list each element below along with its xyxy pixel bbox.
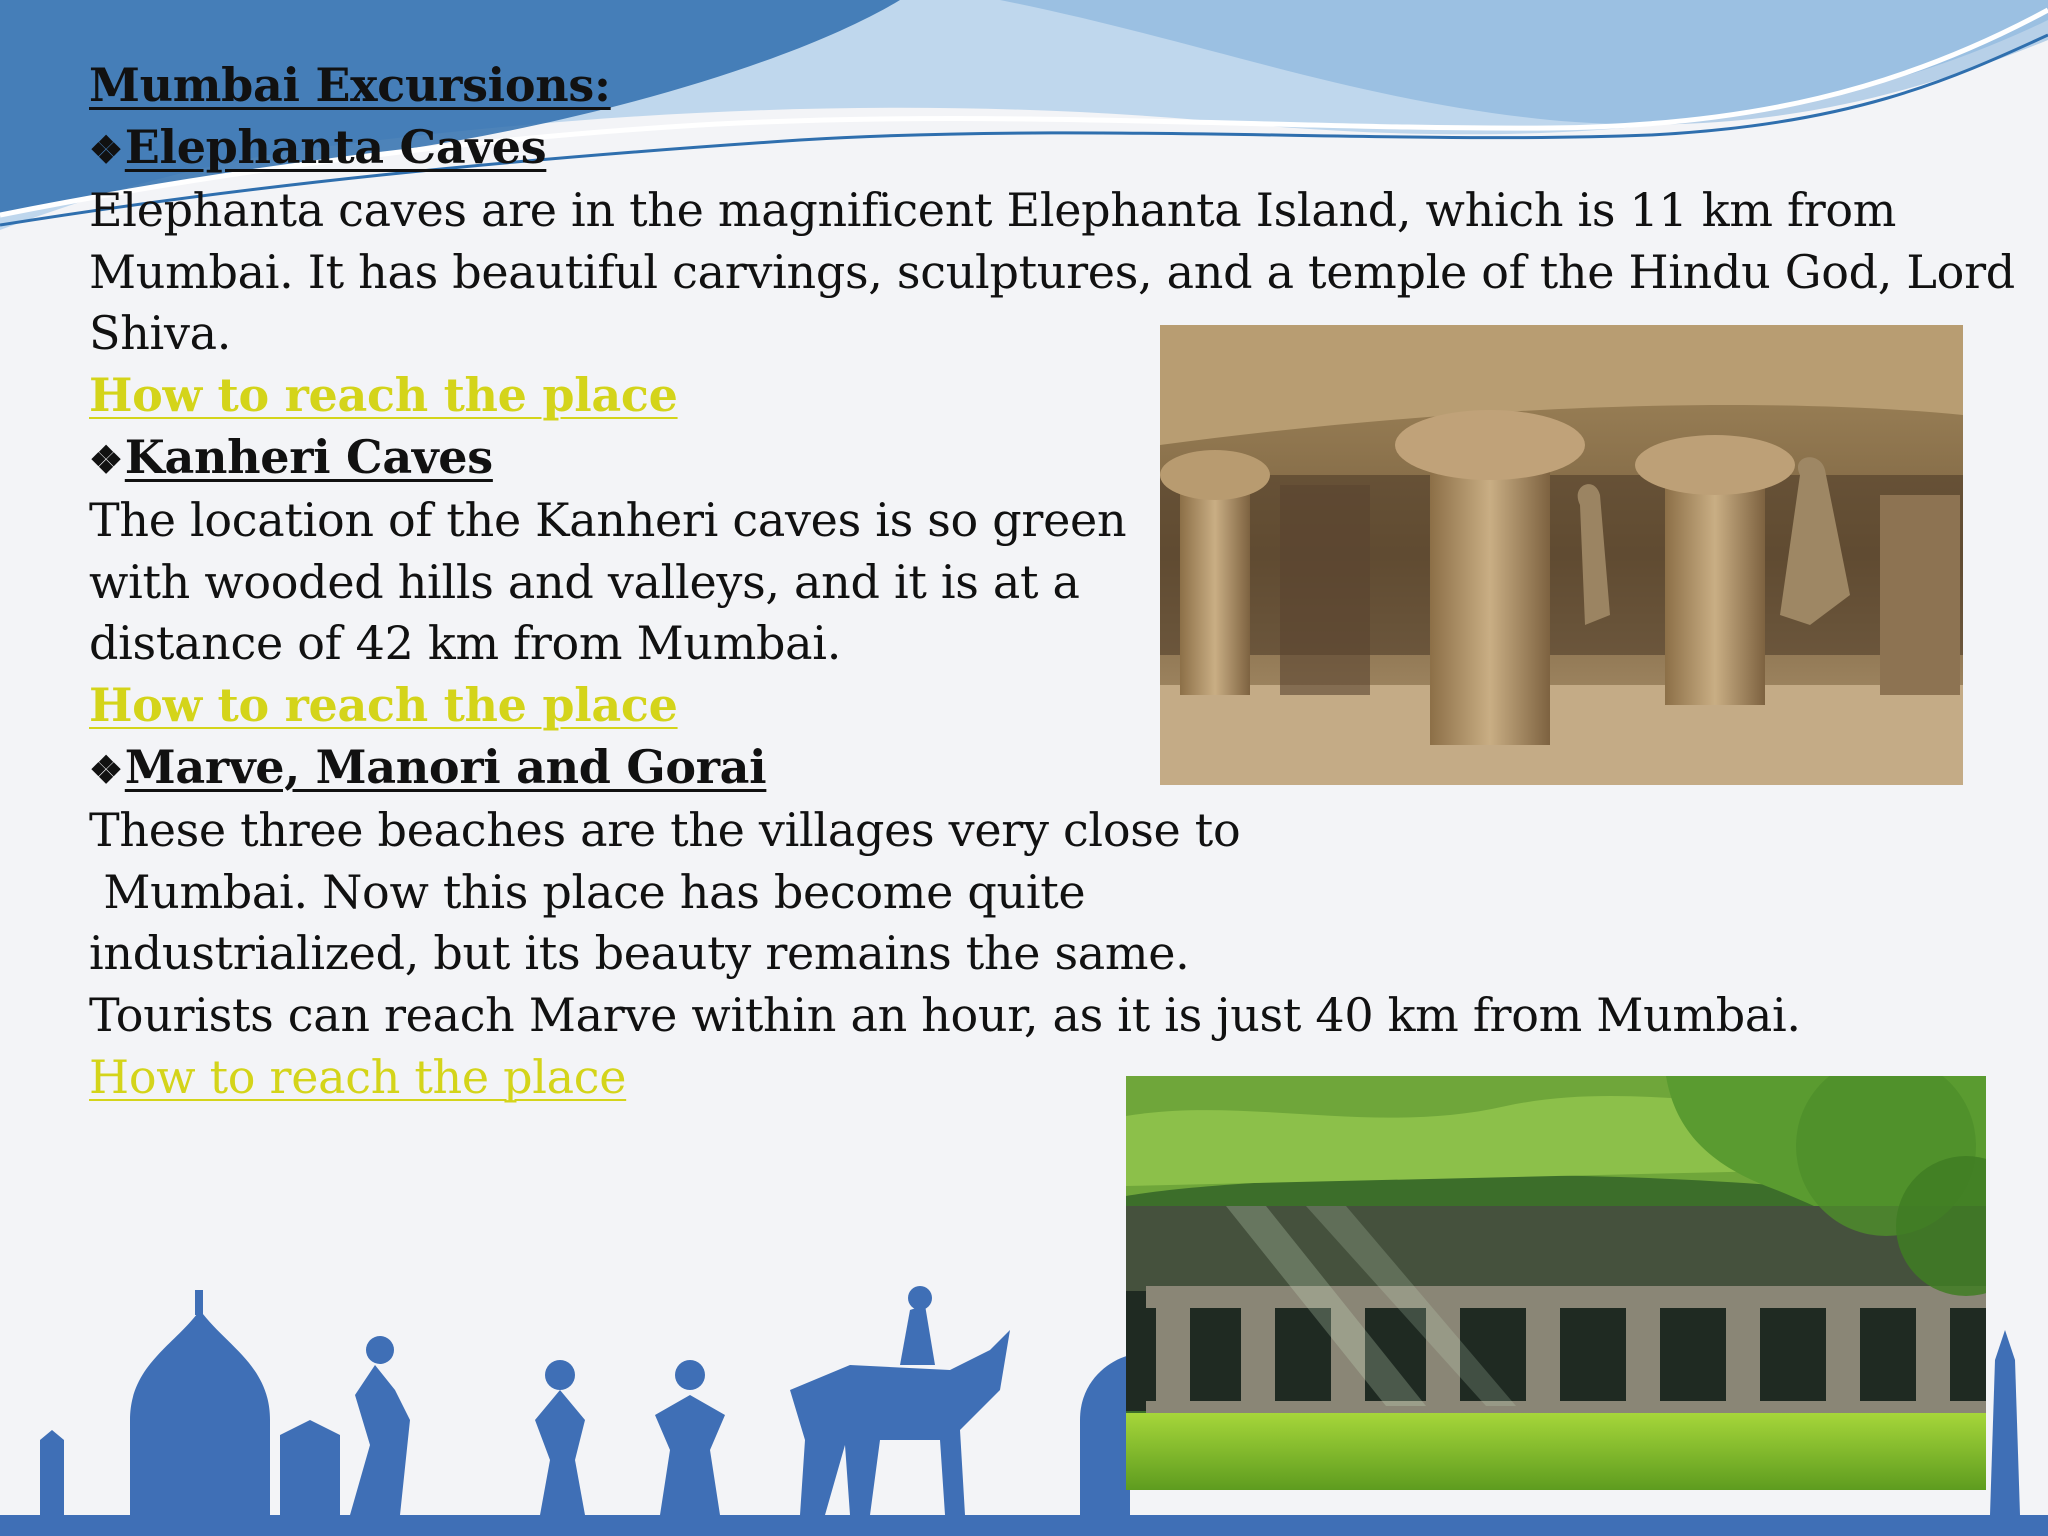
section-heading-marve: ❖Marve, Manori and Gorai: [89, 739, 767, 794]
section-heading-elephanta: ❖Elephanta Caves: [89, 119, 547, 174]
paragraph-line: Shiva.: [89, 306, 232, 361]
how-to-reach-link-kanheri[interactable]: How to reach the place: [89, 677, 678, 732]
cave-interior-photo: [1160, 325, 1963, 785]
paragraph-line: The location of the Kanheri caves is so green: [89, 493, 1127, 548]
diamond-bullet-icon: ❖: [89, 436, 123, 482]
slide-title: Mumbai Excursions:: [89, 58, 611, 112]
how-to-reach-link-marve[interactable]: How to reach the place: [89, 1049, 627, 1104]
section-heading-kanheri: ❖Kanheri Caves: [89, 429, 493, 484]
cave-exterior-photo: [1126, 1076, 1986, 1490]
paragraph-line: Elephanta caves are in the magnificent Elephanta Island, which is 11 km from: [89, 183, 1897, 238]
paragraph-line: Mumbai. It has beautiful carvings, sculptures, and a temple of the Hindu God, Lord: [89, 244, 2015, 299]
paragraph-line: Tourists can reach Marve within an hour, as it is just 40 km from Mumbai.: [89, 987, 1801, 1042]
diamond-bullet-icon: ❖: [89, 126, 123, 172]
paragraph-line: distance of 42 km from Mumbai.: [89, 616, 842, 671]
paragraph-line: Mumbai. Now this place has become quite: [89, 864, 1086, 919]
paragraph-line: These three beaches are the villages very close to: [89, 803, 1241, 858]
diamond-bullet-icon: ❖: [89, 746, 123, 792]
paragraph-line: industrialized, but its beauty remains the same.: [89, 926, 1190, 981]
how-to-reach-link-elephanta[interactable]: How to reach the place: [89, 367, 678, 422]
paragraph-line: with wooded hills and valleys, and it is at a: [89, 554, 1080, 609]
